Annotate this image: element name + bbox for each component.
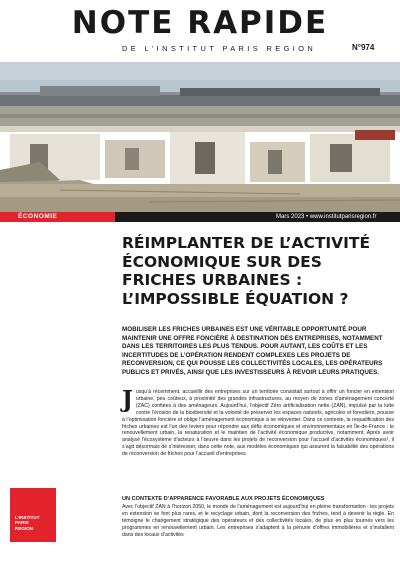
logo-text [15, 515, 40, 531]
issue-number: N°974 [352, 43, 375, 52]
section-category: ÉCONOMIE [18, 213, 58, 220]
logo-line-2: PARIS [15, 520, 29, 526]
cover-photo [0, 62, 400, 212]
institute-logo [10, 488, 56, 542]
article-title: RÉIMPLANTER DE L’ACTIVITÉ ÉCONOMIQUE SUR DES FRICHES URBAINES : L’IMPOSSIBLE ÉQUATION ? [122, 234, 371, 308]
section-bar-red [0, 212, 115, 222]
logo-line-1: L’INSTITUT [15, 515, 40, 520]
date-and-website: Mars 2023 • www.institutparisregion.fr [276, 214, 377, 220]
article-lead: MOBILISER LES FRICHES URBAINES EST UNE VÉRITABLE OPPORTUNITÉ POUR MAINTENIR UNE OFFRE FONCIÈRE À DESTINATION DES ENTREPRISES, NOTAMMENT DANS LES TERRITOIRES LES PLUS TENDUS. POUR AUTANT, LES COÛTS ET LES INCERTITUDES DE L’OPÉRATION RENDENT COMPLEXES LES PROJETS DE RECONVERSION, CE QUI POUSSE LES COLLECTIVITÉS LOCALES, LES OPÉRATEURS PUBLICS ET PRIVÉS, AINSI QUE LES INVESTISSEURS À REVOIR LEURS PRATIQUES. [122, 326, 383, 376]
article-intro [122, 386, 394, 458]
intro-paragraph: usqu’à récemment, accueillir des entreprises sur un territoire consistait surtout à offrir un foncier en extension urbaine, peu coûteux, à proximité des grandes infrastructures, au moyen de zones d’aménagement concerté (ZAC) confiées à des aménageurs. Aujourd’hui, l’objectif Zéro artificialisation nette (ZAN), impulsé par la lutte contre l’érosion de la biodiversité et la volonté de préserver les espaces naturels, agricoles et forestiers, pousse à l’optimisation foncière et oblige l’aménagement économique à se réinventer. Dans ce contexte, la requalification des friches urbaines est l’un des leviers pour répondre aux défis économiques et environnementaux en Île-de-France : le renouvellement urbain, la renaturation et le maintien de l’activité économique productive, notamment. Après avoir analysé l’écosystème d’acteurs à l’œuvre dans les projets de reconversion pour l’accueil d’activités économiques¹, il s’agit désormais de s’intéresser, dans cette note, aux modèles économiques qui assurent la faisabilité des opérations de reconversion de friches pour l’accueil d’entreprises. [122, 389, 394, 458]
drop-cap: J [122, 386, 133, 413]
body-paragraph: Avec l’objectif ZAN à l’horizon 2050, le monde de l’aménagement est aujourd’hui en pleine transformation : les projets en extension se font plus rares, et le recyclage urbain, dont la reconversion des friches, tend à devenir la règle. En témoigne le changement stratégique des opérateurs et des collectivités locales, de plus en plus tournés vers les programmes en renouvellement urbain. Les entreprises s’adaptent à la pénurie d’offres immobilières et s’installent dans des locaux d’activités [122, 504, 394, 538]
publication-subtitle: DE L’INSTITUT PARIS REGION [122, 44, 317, 53]
masthead [0, 0, 400, 62]
publication-title: NOTE RAPIDE [71, 5, 329, 41]
section-subheading: UN CONTEXTE D’APPARENCE FAVORABLE AUX PROJETS ÉCONOMIQUES [122, 496, 325, 502]
logo-line-3: REGION [15, 525, 34, 531]
section-bar [0, 212, 400, 222]
